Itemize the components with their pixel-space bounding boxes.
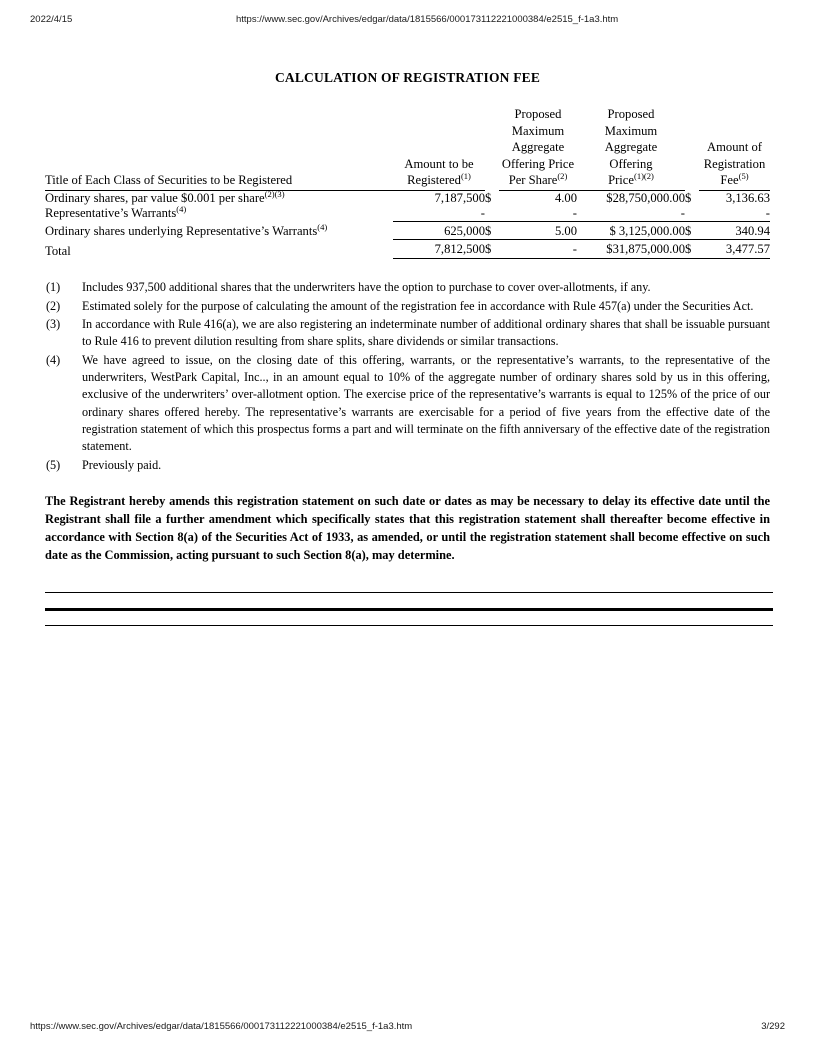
footnote-text: We have agreed to issue, on the closing date of this offering, warrants, or the representative’s warrants, to the representative of the underwriters, WestPark Capital, Inc.., in an amount equal to 10% of the aggregate number of ordinary shares sold by us in this offering, exclusive of the underwriters’ over-allotment option. The exercise price of the representative’s warrants is equal to 125% of the price of our ordinary shares offered hereby. The representative’s warrants are exercisable for a period of five years from the effective date of the registration statement of which this prospectus forms a part and will terminate on the fifth anniversary of the effective date of the registration statement. (82, 352, 770, 454)
cell-registration-fee: 340.94 (699, 221, 770, 239)
row-label-text: Total (45, 244, 71, 259)
registration-fee-table (45, 106, 770, 259)
table-body (45, 188, 770, 259)
table-head (45, 106, 770, 191)
cell-aggregate-offering-price: $ 3,125,000.00 (577, 221, 685, 239)
row-label-footnote-ref: (2)(3) (264, 188, 285, 199)
column-header-amount-registered (393, 106, 485, 189)
cell-currency-symbol-1 (485, 206, 499, 221)
row-label-footnote-ref: (4) (317, 222, 328, 233)
aggregate-price-line4: Offering (609, 156, 653, 171)
column-header-currency-spacer-1 (485, 106, 499, 189)
row-label (45, 239, 393, 259)
aggregate-price-line1: Proposed (607, 107, 655, 121)
cell-currency-symbol-1: $ (485, 221, 499, 239)
bottom-separator-rules (45, 592, 773, 626)
registration-fee-line1: Amount of (707, 140, 762, 155)
cell-aggregate-offering-price: $28,750,000.00 (606, 191, 685, 206)
cell-price-per-share: 4.00 (554, 191, 577, 206)
registration-fee-line2: Registration (703, 156, 766, 171)
column-header-title-label: Title of Each Class of Securities to be Registered (45, 173, 293, 188)
row-label (45, 188, 393, 206)
separator-rule-bottom (45, 625, 773, 626)
footnote-text: Estimated solely for the purpose of calculating the amount of the registration fee in accordance with Rule 457(a) under the Securities Act. (82, 298, 754, 313)
cell-registration-fee: 3,136.63 (725, 191, 770, 206)
cell-price-per-share: 5.00 (499, 221, 577, 239)
cell-registration-fee: 3,477.57 (699, 239, 770, 259)
row-label-footnote-ref: (4) (176, 204, 187, 215)
aggregate-price-footnote-ref: (1)(2) (633, 171, 654, 182)
column-header-currency-spacer-2 (685, 106, 699, 189)
cell-amount-registered: 7,812,500 (393, 239, 485, 259)
row-label-text: Representative’s Warrants (45, 206, 177, 221)
footnote-item (45, 298, 770, 315)
cell-aggregate-offering-price: - (680, 205, 685, 220)
amount-registered-footnote-ref: (1) (460, 171, 471, 182)
table-row (45, 206, 770, 221)
price-per-share-line5: Per Share (508, 173, 558, 188)
footnote-marker: (1) (46, 280, 61, 295)
price-per-share-line4: Offering Price (501, 156, 575, 171)
column-header-price-per-share (499, 106, 577, 189)
column-header-registration-fee (699, 106, 770, 189)
footnote-item (45, 279, 770, 296)
table-row-total (45, 239, 770, 259)
cell-price-per-share: - (572, 205, 577, 220)
row-label (45, 206, 393, 221)
footnote-text: Includes 937,500 additional shares that the underwriters have the option to purchase to cover over-allotments, if any. (82, 280, 651, 295)
column-header-title (45, 106, 393, 189)
amount-registered-line1: Amount to be (404, 156, 474, 171)
print-footer-url: https://www.sec.gov/Archives/edgar/data/1815566/000173112221000384/e2515_f-1a3.htm (30, 1021, 413, 1032)
cell-currency-symbol-2: $ (685, 221, 699, 239)
footnote-marker: (5) (46, 457, 61, 472)
aggregate-price-line5: Price (608, 173, 634, 188)
footnote-text: Previously paid. (82, 457, 162, 472)
cell-registration-fee: - (765, 205, 770, 220)
footnote-marker: (3) (46, 317, 61, 332)
cell-currency-symbol-1: $ (485, 191, 492, 206)
document-body (45, 70, 770, 565)
registrant-amendment-legend: The Registrant hereby amends this registration statement on such date or dates as may be necessary to delay its effective date until the Registrant shall file a further amendment which specifically states that this registration statement shall thereafter become effective in accordance with Section 8(a) of the Securities Act of 1933, as amended, or until the registration statement shall become effective on such date as the Commission, acting pursuant to such Section 8(a), may determine. (45, 494, 770, 563)
cell-amount-registered: 7,187,500 (434, 191, 485, 206)
price-per-share-line1: Proposed (514, 107, 562, 121)
footnotes-list (45, 279, 770, 474)
table-header-row (45, 106, 770, 189)
row-label (45, 221, 393, 239)
print-header-url: https://www.sec.gov/Archives/edgar/data/1815566/000173112221000384/e2515_f-1a3.htm (236, 14, 619, 25)
amount-registered-line2: Registered (407, 173, 461, 188)
footnote-marker: (2) (46, 298, 61, 313)
registration-fee-footnote-ref: (5) (738, 171, 749, 182)
cell-currency-symbol-2 (685, 206, 699, 221)
aggregate-price-line2: Maximum (604, 123, 658, 138)
page-title: CALCULATION OF REGISTRATION FEE (274, 70, 541, 85)
table-row (45, 221, 770, 239)
cell-currency-symbol-1: $ (485, 239, 499, 259)
footnote-text: In accordance with Rule 416(a), we are also registering an indeterminate number of additional ordinary shares that shall be issuable pursuant to Rule 416 to prevent dilution resulting from share splits, share dividends or similar transactions. (82, 317, 770, 349)
cell-currency-symbol-2: $ (685, 191, 692, 206)
print-header (0, 14, 815, 30)
cell-amount-registered: - (480, 205, 485, 220)
row-label-text: Ordinary shares underlying Representative’s Warrants (45, 224, 318, 239)
cell-currency-symbol-2: $ (685, 239, 699, 259)
footnote-item (45, 316, 770, 351)
aggregate-price-line3: Aggregate (604, 140, 658, 155)
cell-aggregate-offering-price: $31,875,000.00 (577, 239, 685, 259)
footnote-item (45, 352, 770, 456)
price-per-share-line2: Maximum (511, 123, 565, 138)
row-label-text: Ordinary shares, par value $0.001 per share (45, 191, 265, 206)
print-footer-page-number: 3/292 (761, 1021, 785, 1032)
cell-amount-registered: 625,000 (393, 221, 485, 239)
column-header-aggregate-offering-price (577, 106, 685, 189)
price-per-share-footnote-ref: (2) (557, 171, 568, 182)
footnote-marker: (4) (46, 352, 61, 367)
cell-price-per-share: - (499, 239, 577, 259)
print-header-date: 2022/4/15 (30, 14, 73, 25)
table-row (45, 191, 770, 206)
print-footer (0, 1021, 815, 1037)
price-per-share-line3: Aggregate (511, 140, 565, 155)
registration-fee-line3: Fee (720, 173, 739, 188)
footnote-item (45, 457, 770, 474)
